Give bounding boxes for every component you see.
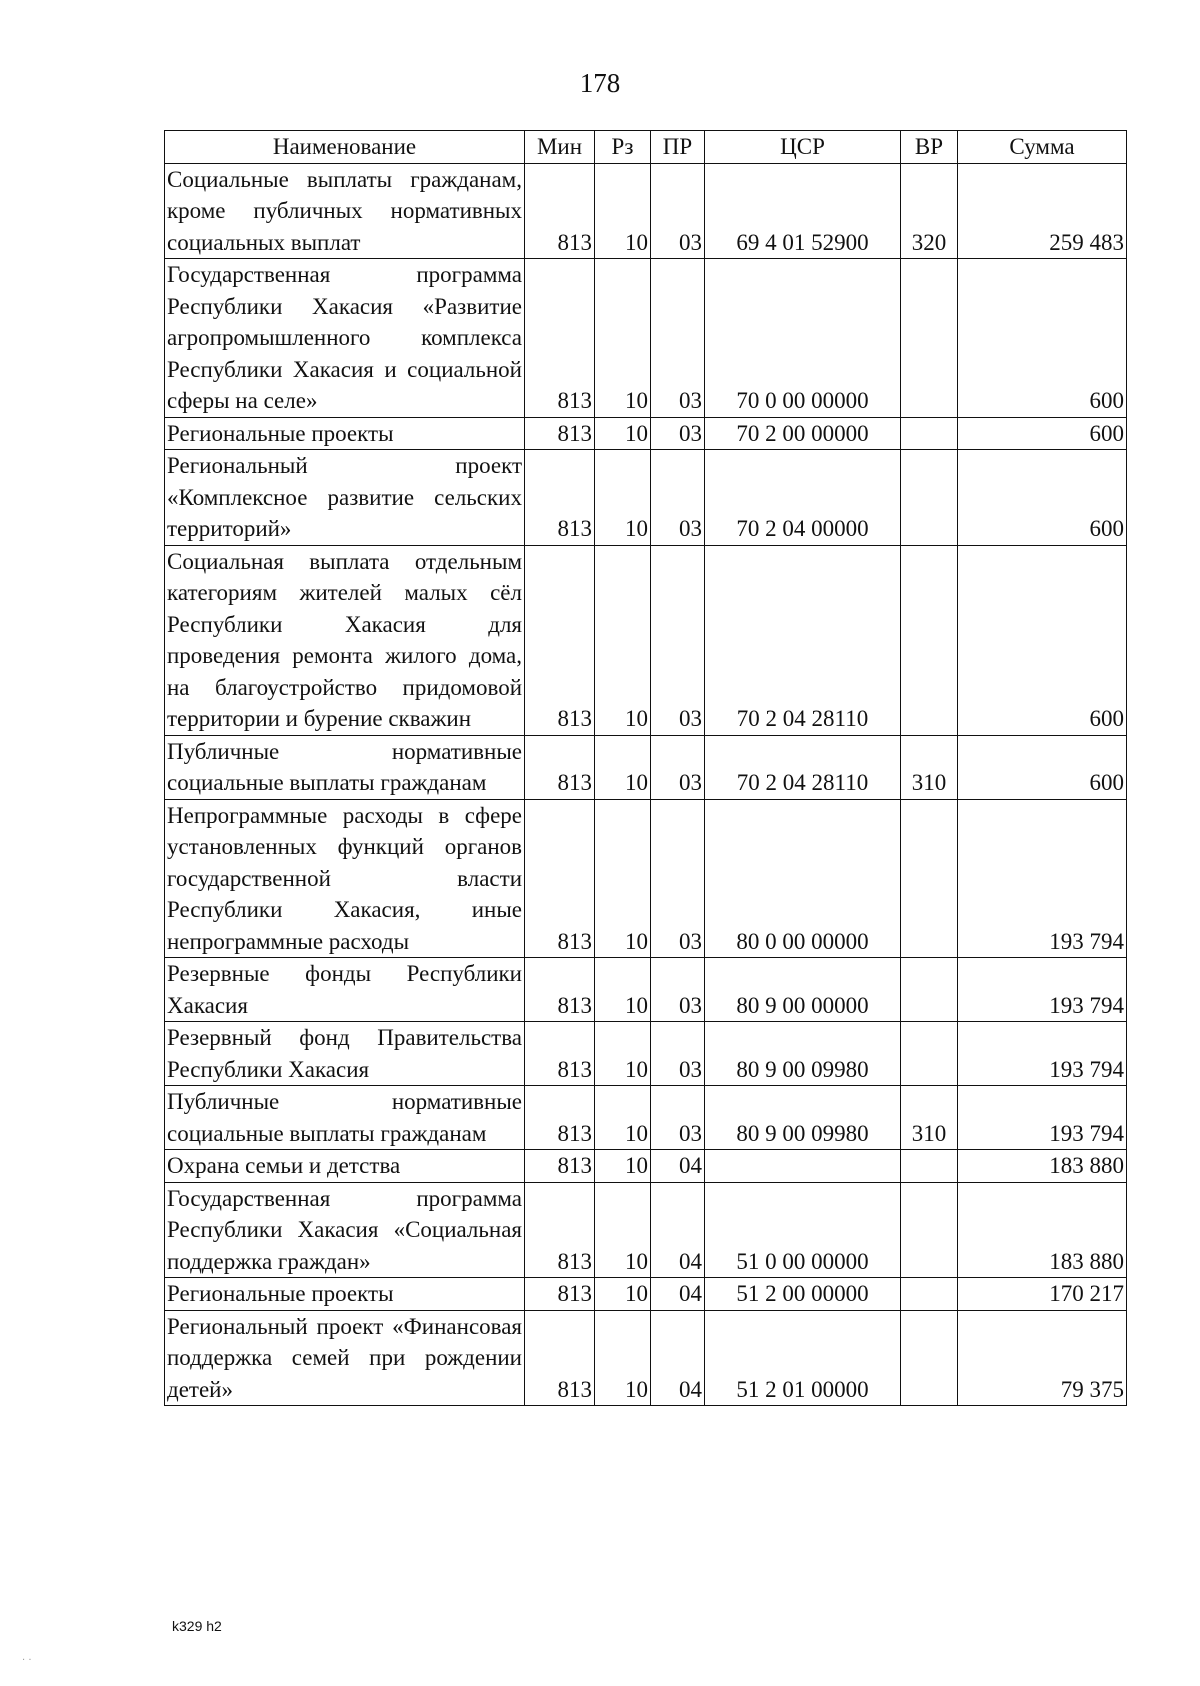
cell-name: Публичные нормативные социальные выплаты гражданам — [165, 1086, 525, 1150]
header-min: Мин — [525, 131, 595, 164]
cell-pr: 03 — [651, 958, 705, 1022]
cell-sum: 193 794 — [958, 1022, 1127, 1086]
cell-rz: 10 — [595, 1182, 651, 1278]
cell-min: 813 — [525, 1182, 595, 1278]
cell-sum: 183 880 — [958, 1150, 1127, 1183]
cell-pr: 03 — [651, 259, 705, 418]
cell-rz: 10 — [595, 417, 651, 450]
page-number: 178 — [579, 68, 621, 98]
header-vr: ВР — [901, 131, 958, 164]
table-row — [165, 799, 1127, 958]
cell-sum: 600 — [958, 417, 1127, 450]
footer-code: k329 h2 — [172, 1618, 222, 1634]
cell-min: 813 — [525, 259, 595, 418]
header-rz: Рз — [595, 131, 651, 164]
cell-min: 813 — [525, 735, 595, 799]
header-sum: Сумма — [958, 131, 1127, 164]
cell-pr: 03 — [651, 1022, 705, 1086]
table-row — [165, 545, 1127, 735]
cell-sum: 600 — [958, 450, 1127, 546]
cell-rz: 10 — [595, 1310, 651, 1406]
cell-sum: 600 — [958, 545, 1127, 735]
table-row — [165, 450, 1127, 546]
cell-min: 813 — [525, 1086, 595, 1150]
cell-csr: 51 2 00 00000 — [705, 1278, 901, 1311]
cell-vr: 310 — [901, 735, 958, 799]
cell-csr: 70 2 04 28110 — [705, 735, 901, 799]
cell-csr: 51 0 00 00000 — [705, 1182, 901, 1278]
table-row — [165, 417, 1127, 450]
cell-pr: 03 — [651, 545, 705, 735]
cell-min: 813 — [525, 799, 595, 958]
cell-pr: 03 — [651, 163, 705, 259]
cell-csr: 80 9 00 09980 — [705, 1022, 901, 1086]
header-name: Наименование — [165, 131, 525, 164]
table-row — [165, 1182, 1127, 1278]
cell-vr — [901, 1150, 958, 1183]
cell-min: 813 — [525, 545, 595, 735]
table-row — [165, 1086, 1127, 1150]
cell-rz: 10 — [595, 958, 651, 1022]
cell-name: Резервные фонды Республики Хакасия — [165, 958, 525, 1022]
cell-min: 813 — [525, 1310, 595, 1406]
cell-name: Социальная выплата отдельным категориям жителей малых сёл Республики Хакасия для проведения ремонта жилого дома, на благоустройство придомовой территории и бурение скважин — [165, 545, 525, 735]
cell-csr: 70 2 04 28110 — [705, 545, 901, 735]
cell-vr — [901, 958, 958, 1022]
cell-pr: 03 — [651, 799, 705, 958]
cell-name: Публичные нормативные социальные выплаты гражданам — [165, 735, 525, 799]
cell-vr — [901, 1022, 958, 1086]
cell-csr: 70 0 00 00000 — [705, 259, 901, 418]
cell-name: Региональный проект «Комплексное развитие сельских территорий» — [165, 450, 525, 546]
cell-csr: 70 2 04 00000 — [705, 450, 901, 546]
cell-vr — [901, 1310, 958, 1406]
cell-csr: 70 2 00 00000 — [705, 417, 901, 450]
cell-name: Региональные проекты — [165, 1278, 525, 1311]
cell-sum: 193 794 — [958, 958, 1127, 1022]
cell-vr: 320 — [901, 163, 958, 259]
table-row — [165, 1022, 1127, 1086]
cell-name: Государственная программа Республики Хакасия «Социальная поддержка граждан» — [165, 1182, 525, 1278]
cell-vr — [901, 1278, 958, 1311]
cell-pr: 03 — [651, 450, 705, 546]
cell-sum: 193 794 — [958, 1086, 1127, 1150]
cell-rz: 10 — [595, 545, 651, 735]
cell-pr: 04 — [651, 1310, 705, 1406]
cell-sum: 600 — [958, 259, 1127, 418]
cell-sum: 193 794 — [958, 799, 1127, 958]
cell-vr — [901, 1182, 958, 1278]
cell-csr: 80 9 00 00000 — [705, 958, 901, 1022]
cell-csr: 69 4 01 52900 — [705, 163, 901, 259]
scan-artifact: · · — [22, 1655, 32, 1666]
cell-name: Охрана семьи и детства — [165, 1150, 525, 1183]
cell-min: 813 — [525, 163, 595, 259]
cell-min: 813 — [525, 417, 595, 450]
cell-name: Региональные проекты — [165, 417, 525, 450]
cell-rz: 10 — [595, 1086, 651, 1150]
cell-vr — [901, 545, 958, 735]
cell-sum: 600 — [958, 735, 1127, 799]
cell-csr — [705, 1150, 901, 1183]
cell-pr: 03 — [651, 1086, 705, 1150]
cell-csr: 51 2 01 00000 — [705, 1310, 901, 1406]
cell-sum: 259 483 — [958, 163, 1127, 259]
cell-rz: 10 — [595, 1278, 651, 1311]
table-row — [165, 1150, 1127, 1183]
cell-rz: 10 — [595, 735, 651, 799]
table-header — [165, 131, 1127, 164]
cell-pr: 03 — [651, 735, 705, 799]
cell-rz: 10 — [595, 163, 651, 259]
header-csr: ЦСР — [705, 131, 901, 164]
table-row — [165, 735, 1127, 799]
cell-min: 813 — [525, 1278, 595, 1311]
cell-sum: 170 217 — [958, 1278, 1127, 1311]
cell-csr: 80 9 00 09980 — [705, 1086, 901, 1150]
cell-vr — [901, 799, 958, 958]
table-row — [165, 1278, 1127, 1311]
cell-sum: 79 375 — [958, 1310, 1127, 1406]
table-body — [165, 163, 1127, 1406]
cell-rz: 10 — [595, 1150, 651, 1183]
cell-sum: 183 880 — [958, 1182, 1127, 1278]
cell-pr: 04 — [651, 1150, 705, 1183]
cell-vr — [901, 417, 958, 450]
cell-rz: 10 — [595, 450, 651, 546]
cell-name: Резервный фонд Правительства Республики Хакасия — [165, 1022, 525, 1086]
cell-name: Региональный проект «Финансовая поддержка семей при рождении детей» — [165, 1310, 525, 1406]
cell-name: Социальные выплаты гражданам, кроме публичных нормативных социальных выплат — [165, 163, 525, 259]
cell-vr — [901, 450, 958, 546]
budget-table — [164, 130, 1127, 1406]
cell-name: Непрограммные расходы в сфере установленных функций органов государственной власти Республики Хакасия, иные непрограммные расходы — [165, 799, 525, 958]
cell-pr: 04 — [651, 1182, 705, 1278]
cell-name: Государственная программа Республики Хакасия «Развитие агропромышленного комплекса Республики Хакасия и социальной сферы на селе» — [165, 259, 525, 418]
header-pr: ПР — [651, 131, 705, 164]
cell-csr: 80 0 00 00000 — [705, 799, 901, 958]
cell-pr: 03 — [651, 417, 705, 450]
cell-min: 813 — [525, 1022, 595, 1086]
cell-min: 813 — [525, 958, 595, 1022]
cell-min: 813 — [525, 1150, 595, 1183]
table-row — [165, 1310, 1127, 1406]
cell-pr: 04 — [651, 1278, 705, 1311]
table-row — [165, 163, 1127, 259]
table-row — [165, 259, 1127, 418]
header-row — [165, 131, 1127, 164]
cell-vr — [901, 259, 958, 418]
cell-rz: 10 — [595, 259, 651, 418]
cell-min: 813 — [525, 450, 595, 546]
table-row — [165, 958, 1127, 1022]
cell-vr: 310 — [901, 1086, 958, 1150]
cell-rz: 10 — [595, 799, 651, 958]
cell-rz: 10 — [595, 1022, 651, 1086]
